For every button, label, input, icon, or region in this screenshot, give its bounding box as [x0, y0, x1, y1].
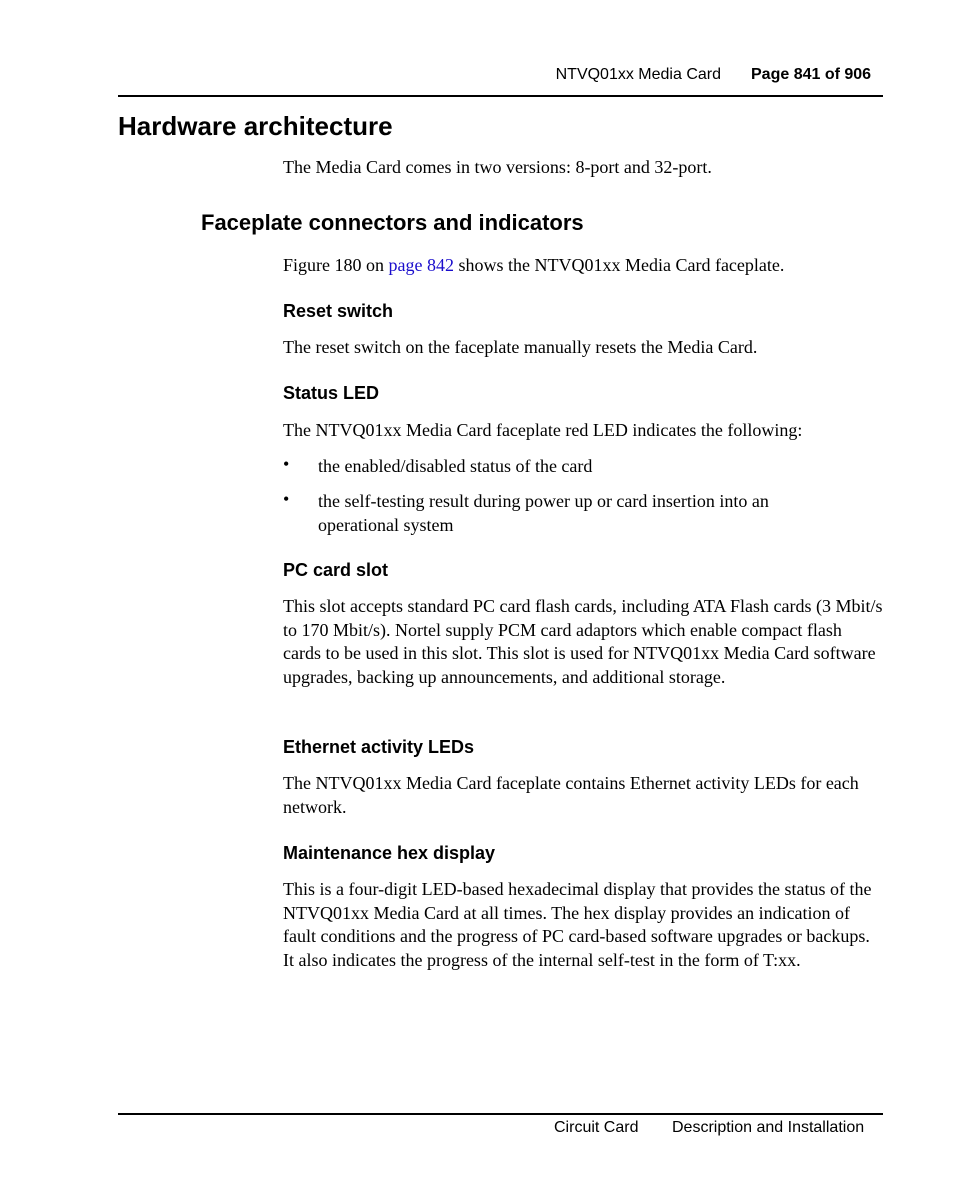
pc-card-slot-heading: PC card slot	[283, 560, 389, 580]
reset-switch-heading: Reset switch	[283, 301, 394, 321]
page-link[interactable]: page 842	[388, 255, 454, 275]
footer-rule	[118, 1113, 883, 1115]
reset-switch-paragraph: The reset switch on the faceplate manually resets the Media Card.	[283, 337, 758, 357]
header-rule	[118, 95, 883, 97]
bullet-marker: •	[283, 454, 290, 474]
pc-card-slot-paragraph: This slot accepts standard PC card flash cards, including ATA Flash cards (3 Mbit/s to 170 Mbit/s). Nortel supply PCM card adaptors which enable compact flash cards to be used in this slot. This slot is used for NTVQ01xx Media Card software upgrades, backing up announcements, and additional storage.	[283, 596, 883, 687]
footer-right: Description and Installation	[672, 1119, 865, 1136]
figure-ref-after: shows the NTVQ01xx Media Card faceplate.	[453, 255, 785, 275]
hex-display-heading: Maintenance hex display	[283, 843, 496, 863]
hex-display-paragraph: This is a four-digit LED-based hexadecimal display that provides the status of the NTVQ01xx Media Card at all times. The hex display provides an indication of fault conditions and the progress of PC card-based software upgrades or backups. It also indicates the progress of the internal self-test in the form of T:xx.	[283, 879, 872, 970]
page-title: Hardware architecture	[118, 111, 393, 141]
list-item: the enabled/disabled status of the card	[318, 456, 593, 476]
ethernet-leds-heading: Ethernet activity LEDs	[283, 737, 475, 757]
intro-paragraph: The Media Card comes in two versions: 8-port and 32-port.	[283, 157, 712, 177]
status-led-paragraph: The NTVQ01xx Media Card faceplate red LED indicates the following:	[283, 420, 803, 440]
header-page-number: Page 841 of 906	[751, 66, 872, 83]
header-doc-title: NTVQ01xx Media Card	[555, 66, 721, 83]
figure-ref-before: Figure 180 on	[283, 255, 389, 275]
status-led-heading: Status LED	[283, 383, 380, 403]
ethernet-leds-paragraph: The NTVQ01xx Media Card faceplate contains Ethernet activity LEDs for each network.	[283, 773, 859, 817]
section-title: Faceplate connectors and indicators	[201, 210, 584, 235]
footer-left: Circuit Card	[554, 1119, 639, 1136]
list-item: the self-testing result during power up or card insertion into an operational system	[318, 491, 769, 535]
bullet-marker: •	[283, 489, 290, 509]
figure-ref-paragraph	[283, 254, 883, 278]
